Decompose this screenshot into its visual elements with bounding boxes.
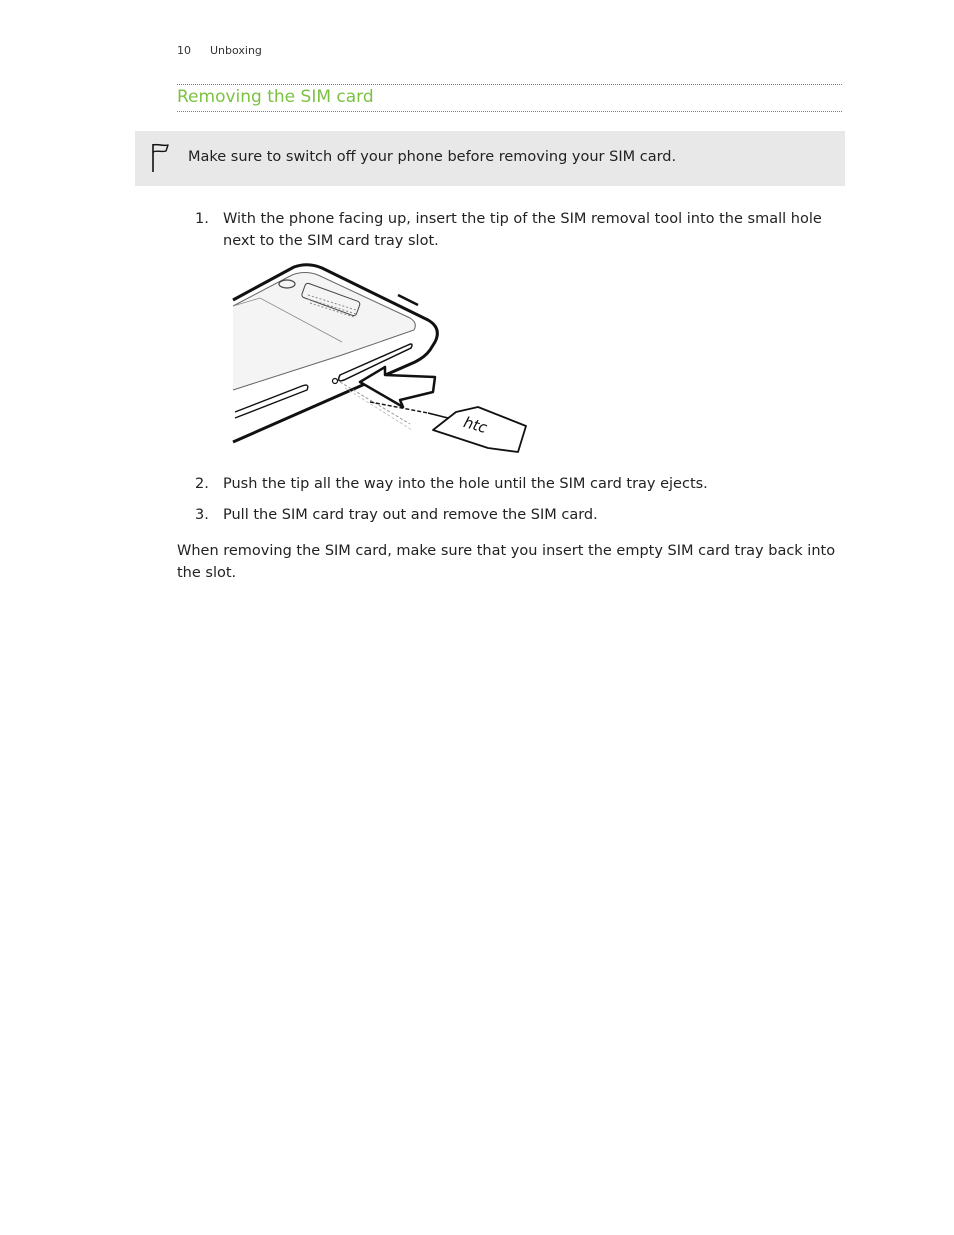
step-text: Push the tip all the way into the hole until the SIM card tray ejects. [223, 476, 708, 492]
section-rule-bottom [177, 111, 842, 112]
side-button [398, 295, 418, 305]
closing-paragraph: When removing the SIM card, make sure that you insert the empty SIM card tray back into the slot. [177, 543, 836, 581]
chapter-name: Unboxing [210, 44, 262, 57]
section-title: Removing the SIM card [177, 87, 374, 107]
step-number: 3. [195, 507, 209, 523]
step-number: 2. [195, 476, 209, 492]
page-header [177, 44, 262, 57]
note-text: Make sure to switch off your phone before removing your SIM card. [188, 149, 677, 165]
sim-removal-illustration [230, 262, 530, 457]
page-number: 10 [177, 44, 191, 57]
sim-eject-hole [333, 379, 338, 384]
step-text: With the phone facing up, insert the tip of the SIM removal tool into the small hole next to the SIM card tray slot. [223, 211, 822, 249]
flag-icon [149, 142, 171, 174]
step-number: 1. [195, 211, 209, 227]
step-text: Pull the SIM card tray out and remove the SIM card. [223, 507, 598, 523]
tool-logo: htc [461, 413, 490, 437]
note-box [135, 131, 845, 186]
section-rule-top [177, 84, 842, 85]
